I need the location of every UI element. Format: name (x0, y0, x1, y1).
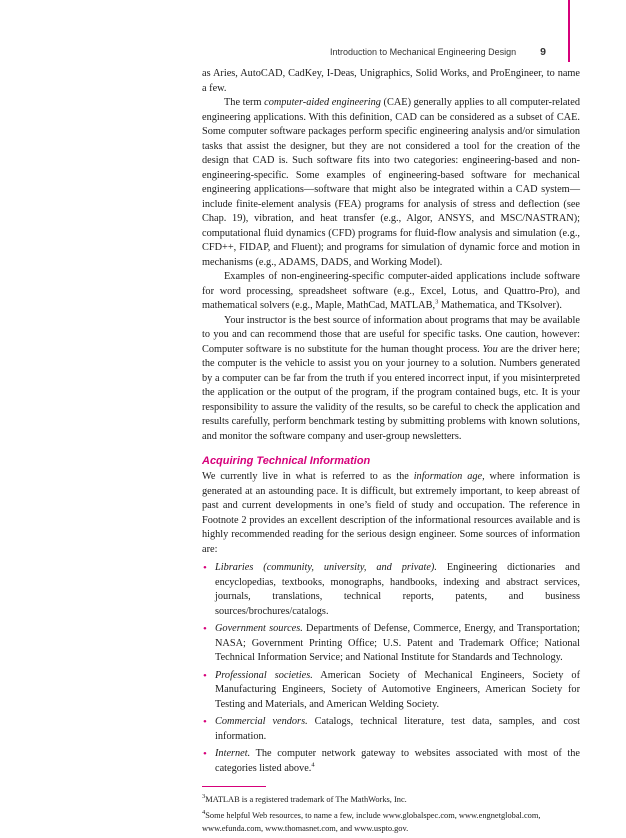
paragraph-3-text-b: Mathematica, and TKsolver). (438, 300, 562, 311)
header-accent-rule (568, 0, 570, 62)
bullet-icon: • (203, 716, 207, 728)
section-intro (202, 470, 580, 557)
bullet-icon: • (203, 669, 207, 682)
running-header (330, 46, 546, 58)
footnote-ref-3[interactable]: 3 (435, 298, 439, 306)
paragraph-4-text-b: are the driver here; the computer is the vehicle to assist you on your journey to a solution. Numbers generated by a computer can be far from the truth if you entered incorrect input, if you misinterpreted the application or the output of the program, if the program contained bugs, etc. It is your responsibility to assure the validity of the results, so be careful to check the application and results carefully, perform benchmark testing by submitting problems with known solutions, and monitor the software company and user-group newsletters. (202, 343, 580, 442)
paragraph-3-text-a: Examples of non-engineering-specific computer-aided applications include software for word processing, spreadsheet software (e.g., Excel, Lotus, and Quattro-Pro), and mathematical solvers (e.g., Maple, MathCad, MATLAB, (202, 271, 580, 311)
list-item (202, 715, 580, 744)
section-intro-text-a: We currently live in what is referred to as the (202, 471, 414, 482)
bullet-icon: • (203, 562, 207, 574)
bullet-icon: • (203, 748, 207, 760)
paragraph-4-text-a: Your instructor is the best source of information about programs that may be available to you and can recommend those that are useful for specific tasks. One caution, however: Computer software is no substitute for the human thought process. (202, 314, 580, 355)
list-item-text: Catalogs, technical literature, test data, samples, and cost information. (215, 716, 580, 742)
list-item-term: Commercial vendors. (215, 716, 308, 727)
term-cae: computer-aided engineering (264, 97, 381, 108)
list-item (202, 747, 580, 776)
page-body (202, 67, 580, 838)
section-intro-text-b: where information is generated at an astounding pace. It is difficult, but extremely important, to keep abreast of past and current developments in one’s field of study and occupation. The reference in Footnote 2 provides an excellent description of the informational resources available and is highly recommended reading for the serious design engineer. Some sources of information are: (202, 471, 580, 555)
footnote-rule (202, 786, 266, 787)
section-heading: Acquiring Technical Information (202, 455, 371, 467)
list-item-term: Internet. (215, 748, 251, 759)
list-item-text: Engineering dictionaries and encyclopedias, textbooks, monographs, handbooks, indexing and abstract services, journals, translations, technical reports, patents, and business sources/brochures/catalogs. (215, 562, 580, 617)
term-information-age: information age, (413, 471, 485, 482)
list-item-text: The computer network gateway to websites associated with most of the categories listed above. (215, 748, 580, 774)
list-item-term: Government sources. (215, 623, 303, 634)
list-item (202, 669, 580, 713)
information-sources-list (202, 561, 580, 776)
footnote-ref-4[interactable]: 4 (311, 761, 315, 769)
paragraph-3 (202, 270, 580, 314)
paragraph-2-text-a: The term (224, 97, 265, 108)
list-item (202, 561, 580, 619)
footnote-text: MATLAB is a registered trademark of The MathWorks, Inc. (205, 795, 407, 804)
list-item (202, 622, 580, 666)
running-title: Introduction to Mechanical Engineering Design (330, 47, 517, 57)
emphasis-you: You (482, 343, 498, 355)
paragraph-2-text-b: (CAE) generally applies to all computer-related engineering applications. With this definition, CAD can be considered as a subset of CAE. Some computer software packages perform specific engineering analysis and/or simulation tasks that assist the designer, but they are not considered a tool for the creation of the design that CAD is. Such software fits into two categories: engineering-based and non-engineering-specific. Some examples of engineering-based software for mechanical engineering applications—software that might also be integrated within a CAD system—include finite-element analysis (FEA) programs for analysis of stress and deflection (see Chap. 19), vibration, and heat transfer (e.g., Algor, ANSYS, and MSC/NASTRAN); computational fluid dynamics (CFD) programs for fluid-flow analysis and simulation (e.g., CFD++, FIDAP, and Fluent); and programs for simulation of dynamic force and motion in mechanisms (e.g., ADAMS, DADS, and Working Model). (202, 97, 580, 268)
page-number: 9 (540, 46, 546, 58)
footnote-number: 3 (202, 793, 206, 801)
list-item-term: Professional societies. (215, 669, 313, 681)
paragraph-4 (202, 314, 580, 445)
list-item-text: Departments of Defense, Commerce, Energy, and Transportation; NASA; Government Printing Office; U.S. Patent and Trademark Office; National Technical Information Service; and National Institute for Standards and Technology. (215, 623, 581, 663)
footnote-number: 4 (202, 809, 206, 817)
footnote-text: Some helpful Web resources, to name a few, include www.globalspec.com, www.engnetglobal.com, www.efunda.com, www.thomasnet.com, and www.uspto.gov. (202, 811, 541, 833)
list-item-text: American Society of Mechanical Engineers, Society of Manufacturing Engineers, Society of Automotive Engineers, American Society for Testing and Materials, and American Welding Society. (215, 669, 580, 710)
paragraph-1 (202, 67, 580, 96)
paragraph-1-text: as Aries, AutoCAD, CadKey, I-Deas, Unigraphics, Solid Works, and ProEngineer, to name a few. (202, 68, 580, 94)
paragraph-2 (202, 96, 580, 270)
list-item-term: Libraries (community, university, and private). (215, 562, 437, 573)
bullet-icon: • (203, 623, 207, 635)
footnote-4 (202, 809, 580, 835)
